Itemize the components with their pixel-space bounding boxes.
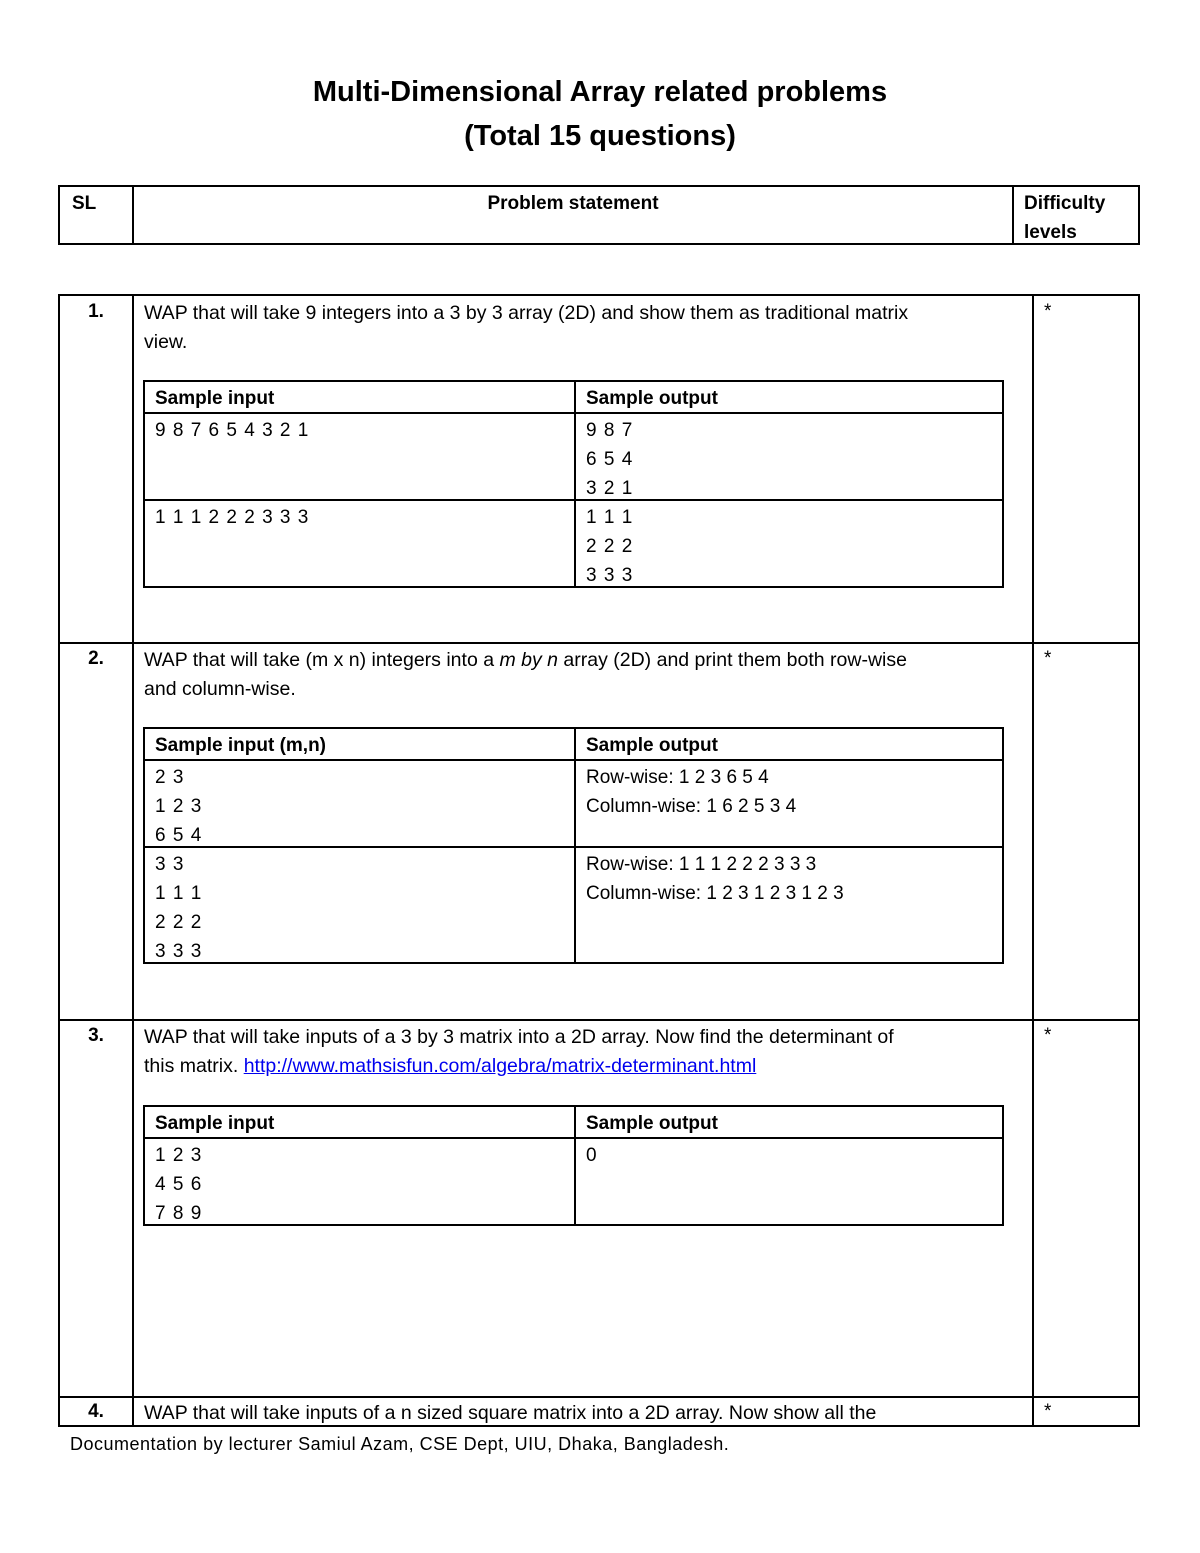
header-table bbox=[58, 185, 1140, 245]
sample-input-line: 1 2 3 bbox=[155, 1145, 203, 1166]
sample-input-line: 1 1 1 bbox=[155, 883, 203, 904]
sample-output-line: 9 8 7 bbox=[586, 420, 634, 441]
sample-output-line: 0 bbox=[586, 1145, 598, 1166]
table-row bbox=[145, 761, 1002, 848]
sample-output-header: Sample output bbox=[574, 1107, 1002, 1137]
sample-input-line: 3 3 3 bbox=[155, 941, 203, 962]
questions-table bbox=[58, 294, 1140, 1427]
sample-output-line: Row-wise: 1 2 3 6 5 4 bbox=[586, 767, 769, 788]
sample-input-header: Sample input bbox=[155, 388, 275, 409]
question-2-statement-line1 bbox=[144, 646, 1024, 675]
sample-output-line: 1 1 1 bbox=[586, 507, 634, 528]
sample-input-line: 4 5 6 bbox=[155, 1174, 203, 1195]
question-2-statement-line2: and column-wise. bbox=[144, 678, 296, 700]
sample-output-line: 3 2 1 bbox=[586, 478, 634, 499]
question-2-number: 2. bbox=[88, 648, 104, 669]
sample-input-line: 2 2 2 bbox=[155, 912, 203, 933]
sample-output-line: 6 5 4 bbox=[586, 449, 634, 470]
header-sl: SL bbox=[72, 193, 97, 214]
question-3-number: 3. bbox=[88, 1025, 104, 1046]
question-3-sample-table bbox=[143, 1105, 1004, 1226]
statement-text: this matrix. bbox=[144, 1055, 244, 1077]
sample-output-header: Sample output bbox=[574, 382, 1002, 412]
sample-output-line: 3 3 3 bbox=[586, 565, 634, 586]
header-problem-statement: Problem statement bbox=[487, 193, 659, 214]
page-title: Multi-Dimensional Array related problems bbox=[312, 76, 888, 108]
question-1-statement bbox=[144, 299, 1024, 357]
sample-output-header: Sample output bbox=[574, 729, 1002, 759]
sample-output-line: Column-wise: 1 6 2 5 3 4 bbox=[586, 796, 797, 817]
sample-output-line: 2 2 2 bbox=[586, 536, 634, 557]
sample-input-line: 3 3 bbox=[155, 854, 185, 875]
sample-input-header: Sample input (m,n) bbox=[155, 735, 326, 756]
sample-input-line: 7 8 9 bbox=[155, 1203, 203, 1224]
question-3-statement-line1: WAP that will take inputs of a 3 by 3 matrix into a 2D array. Now find the determinant of bbox=[144, 1026, 894, 1048]
question-3-difficulty: * bbox=[1044, 1025, 1052, 1046]
question-3-statement-line2 bbox=[144, 1052, 1024, 1081]
question-4-number: 4. bbox=[88, 1401, 104, 1422]
question-1-statement-line1: WAP that will take 9 integers into a 3 by 3 array (2D) and show them as traditional matrix bbox=[144, 302, 909, 324]
table-row bbox=[145, 848, 1002, 962]
statement-italic: m by n bbox=[499, 649, 558, 671]
question-1-number: 1. bbox=[88, 301, 104, 322]
sample-input-line: 9 8 7 6 5 4 3 2 1 bbox=[155, 420, 310, 441]
sample-input-line: 2 3 bbox=[155, 767, 185, 788]
page-subtitle: (Total 15 questions) bbox=[464, 120, 736, 152]
sample-input-header: Sample input bbox=[155, 1113, 275, 1134]
question-4-statement: WAP that will take inputs of a n sized square matrix into a 2D array. Now show all the bbox=[144, 1402, 877, 1424]
question-2-statement bbox=[144, 646, 1024, 704]
sample-input-line: 1 1 1 2 2 2 3 3 3 bbox=[155, 507, 310, 528]
table-row bbox=[145, 414, 1002, 501]
question-3-statement bbox=[144, 1023, 1024, 1081]
statement-text: array (2D) and print them both row-wise bbox=[558, 649, 907, 671]
sample-output-line: Row-wise: 1 1 1 2 2 2 3 3 3 bbox=[586, 854, 817, 875]
sample-output-line: Column-wise: 1 2 3 1 2 3 1 2 3 bbox=[586, 883, 844, 904]
question-1-difficulty: * bbox=[1044, 301, 1052, 322]
table-row bbox=[145, 501, 1002, 586]
question-1-sample-table bbox=[143, 380, 1004, 588]
question-4-difficulty: * bbox=[1044, 1401, 1052, 1422]
question-1-statement-line2: view. bbox=[144, 331, 188, 353]
question-2-sample-table bbox=[143, 727, 1004, 964]
determinant-link[interactable]: http://www.mathsisfun.com/algebra/matrix-determinant.html bbox=[243, 1055, 757, 1077]
sample-input-line: 1 2 3 bbox=[155, 796, 203, 817]
statement-text: WAP that will take (m x n) integers into a bbox=[144, 649, 500, 671]
table-row bbox=[145, 1139, 1002, 1224]
header-difficulty-line1: Difficulty bbox=[1024, 193, 1106, 214]
question-2-difficulty: * bbox=[1044, 648, 1052, 669]
footer-note: Documentation by lecturer Samiul Azam, CSE Dept, UIU, Dhaka, Bangladesh. bbox=[70, 1434, 730, 1454]
header-difficulty-line2: levels bbox=[1024, 222, 1077, 243]
sample-input-line: 6 5 4 bbox=[155, 825, 203, 846]
